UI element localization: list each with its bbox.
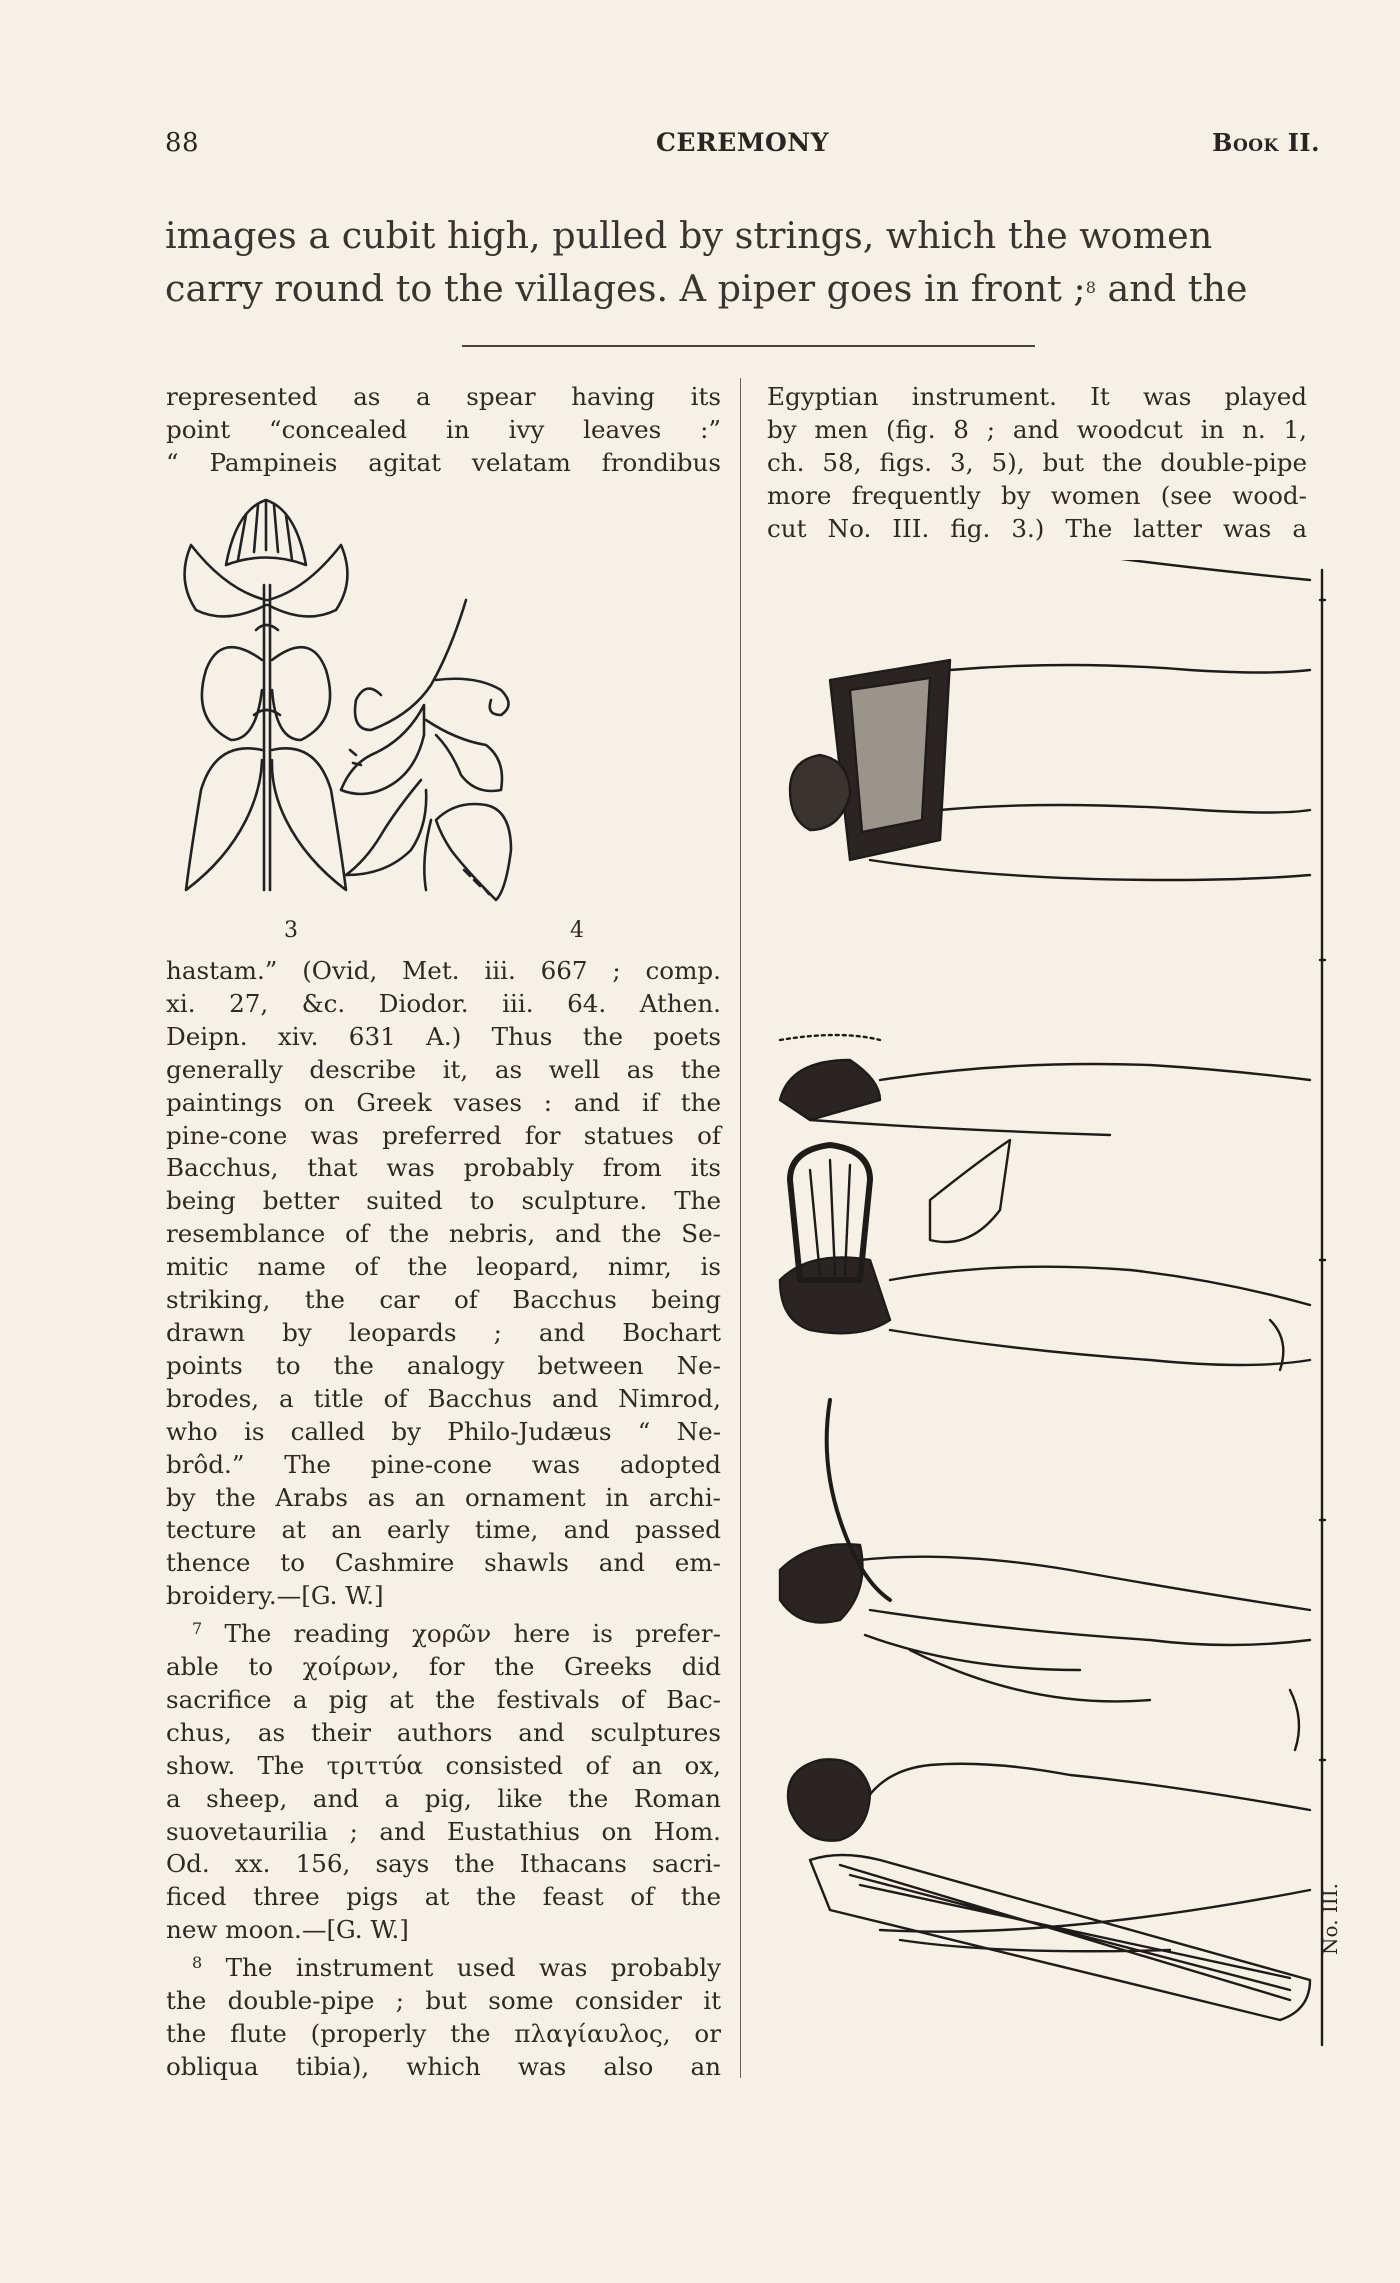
thyrsus-figures xyxy=(166,490,721,950)
footnote-line: Bacchus, that was probably from its xyxy=(166,1153,721,1183)
footnote-line: a sheep, and a pig, like the Roman xyxy=(166,1783,721,1813)
footnote-ref-8: 8 xyxy=(1085,278,1096,297)
harpist-figure xyxy=(788,1759,1310,2020)
footnote-line: ficed three pigs at the feast of the xyxy=(166,1882,721,1912)
main-text-line xyxy=(165,262,1315,315)
footnote-marker-8: 8 xyxy=(192,1953,203,1973)
footnote-7-first-line xyxy=(166,1613,721,1651)
footnote-line: “ Pampineis agitat velatam frondibus xyxy=(166,448,721,477)
figure-3-ivy-thyrsus xyxy=(185,500,348,890)
trigon-player-figure xyxy=(780,1035,1310,1135)
running-title: CEREMONY xyxy=(656,128,829,157)
right-footnote-column xyxy=(767,380,1307,545)
footnote-line: tecture at an early time, and passed xyxy=(166,1515,721,1545)
footnote-line: brodes, a title of Bacchus and Nimrod, xyxy=(166,1383,721,1413)
footnote-line: brôd.” The pine-cone was adopted xyxy=(166,1449,721,1479)
footnote-line: able to χοίρων, for the Greeks did xyxy=(166,1652,721,1682)
footnote-line: thence to Cashmire shawls and em- xyxy=(166,1548,721,1578)
footnote-line: generally describe it, as well as the xyxy=(166,1054,721,1084)
footnote-line: Od. xx. 156, says the Ithacans sacri- xyxy=(166,1849,721,1879)
footnote-line: the flute (properly the πλαγίαυλος, or xyxy=(166,2019,721,2048)
footnote-line: pine-cone was preferred for statues of xyxy=(166,1120,721,1150)
footnote-line: ch. 58, figs. 3, 5), but the double-pipe xyxy=(767,448,1307,477)
left-footnote-continuation xyxy=(166,955,721,2084)
footnote-line: by the Arabs as an ornament in archi- xyxy=(166,1482,721,1512)
footnote-line: by men (fig. 8 ; and woodcut in n. 1, xyxy=(767,415,1307,444)
footnote-marker-7: 7 xyxy=(192,1619,203,1639)
footnote-8-first-line xyxy=(166,1947,721,1985)
footnote-line: represented as a spear having its xyxy=(166,382,721,411)
main-text-fragment: and the xyxy=(1095,267,1248,310)
footnote-line: mitic name of the leopard, nimr, is xyxy=(166,1252,721,1282)
footnote-line: the double-pipe ; but some consider it xyxy=(166,1986,721,2016)
footnote-text: The reading χορῶν here is prefer- xyxy=(224,1619,721,1649)
footnote-line: obliqua tibia), which was also an xyxy=(166,2051,721,2081)
page-number: 88 xyxy=(165,128,200,158)
footnote-line: sacrifice a pig at the festivals of Bac- xyxy=(166,1684,721,1714)
footnote-line: paintings on Greek vases : and if the xyxy=(166,1087,721,1117)
footnote-line: chus, as their authors and sculptures xyxy=(166,1717,721,1747)
left-footnote-column xyxy=(166,380,721,479)
footnote-line: Egyptian instrument. It was played xyxy=(767,382,1307,411)
footnote-line: suovetaurilia ; and Eustathius on Hom. xyxy=(166,1816,721,1846)
footnote-line: who is called by Philo-Judæus “ Ne- xyxy=(166,1416,721,1446)
woodcut-plate-musicians xyxy=(750,560,1335,2090)
large-harp-figure xyxy=(790,560,1310,880)
footnote-line: broidery.—[G. W.] xyxy=(166,1581,384,1611)
footnote-line: new moon.—[G. W.] xyxy=(166,1915,409,1945)
lyre-player-figure xyxy=(780,1140,1310,1370)
footnote-rule xyxy=(462,345,1035,347)
footnote-line: Deipn. xiv. 631 A.) Thus the poets xyxy=(166,1021,721,1051)
main-text-line: images a cubit high, pulled by strings, which the women xyxy=(165,214,1213,257)
footnote-line: resemblance of the nebris, and the Se- xyxy=(166,1219,721,1249)
lute-player-figure xyxy=(780,1400,1310,1750)
plate-number-label: No. III. xyxy=(1318,1883,1342,1955)
column-divider xyxy=(740,378,741,2078)
footnote-line: striking, the car of Bacchus being xyxy=(166,1285,721,1315)
footnote-text: The instrument used was probably xyxy=(225,1953,721,1983)
footnote-line: show. The τριττύα consisted of an ox, xyxy=(166,1750,721,1780)
book-label: Book II. xyxy=(1212,128,1320,157)
figure-label-3: 3 xyxy=(284,918,298,943)
running-head xyxy=(165,128,1320,164)
footnote-line: point “concealed in ivy leaves :” xyxy=(166,415,721,444)
footnote-line: cut No. III. fig. 3.) The latter was a xyxy=(767,514,1307,543)
main-text xyxy=(165,210,1315,315)
footnote-line: hastam.” (Ovid, Met. iii. 667 ; comp. xyxy=(166,956,721,985)
footnote-line: more frequently by women (see wood- xyxy=(767,481,1307,510)
footnote-line: drawn by leopards ; and Bochart xyxy=(166,1317,721,1347)
footnote-line: points to the analogy between Ne- xyxy=(166,1350,721,1380)
main-text-fragment: carry round to the villages. A piper goes in front ; xyxy=(165,267,1086,310)
footnote-line: xi. 27, &c. Diodor. iii. 64. Athen. xyxy=(166,988,721,1018)
footnote-line: being better suited to sculpture. The xyxy=(166,1186,721,1216)
figure-4-ivy-vine xyxy=(341,600,511,900)
figure-label-4: 4 xyxy=(570,918,584,943)
